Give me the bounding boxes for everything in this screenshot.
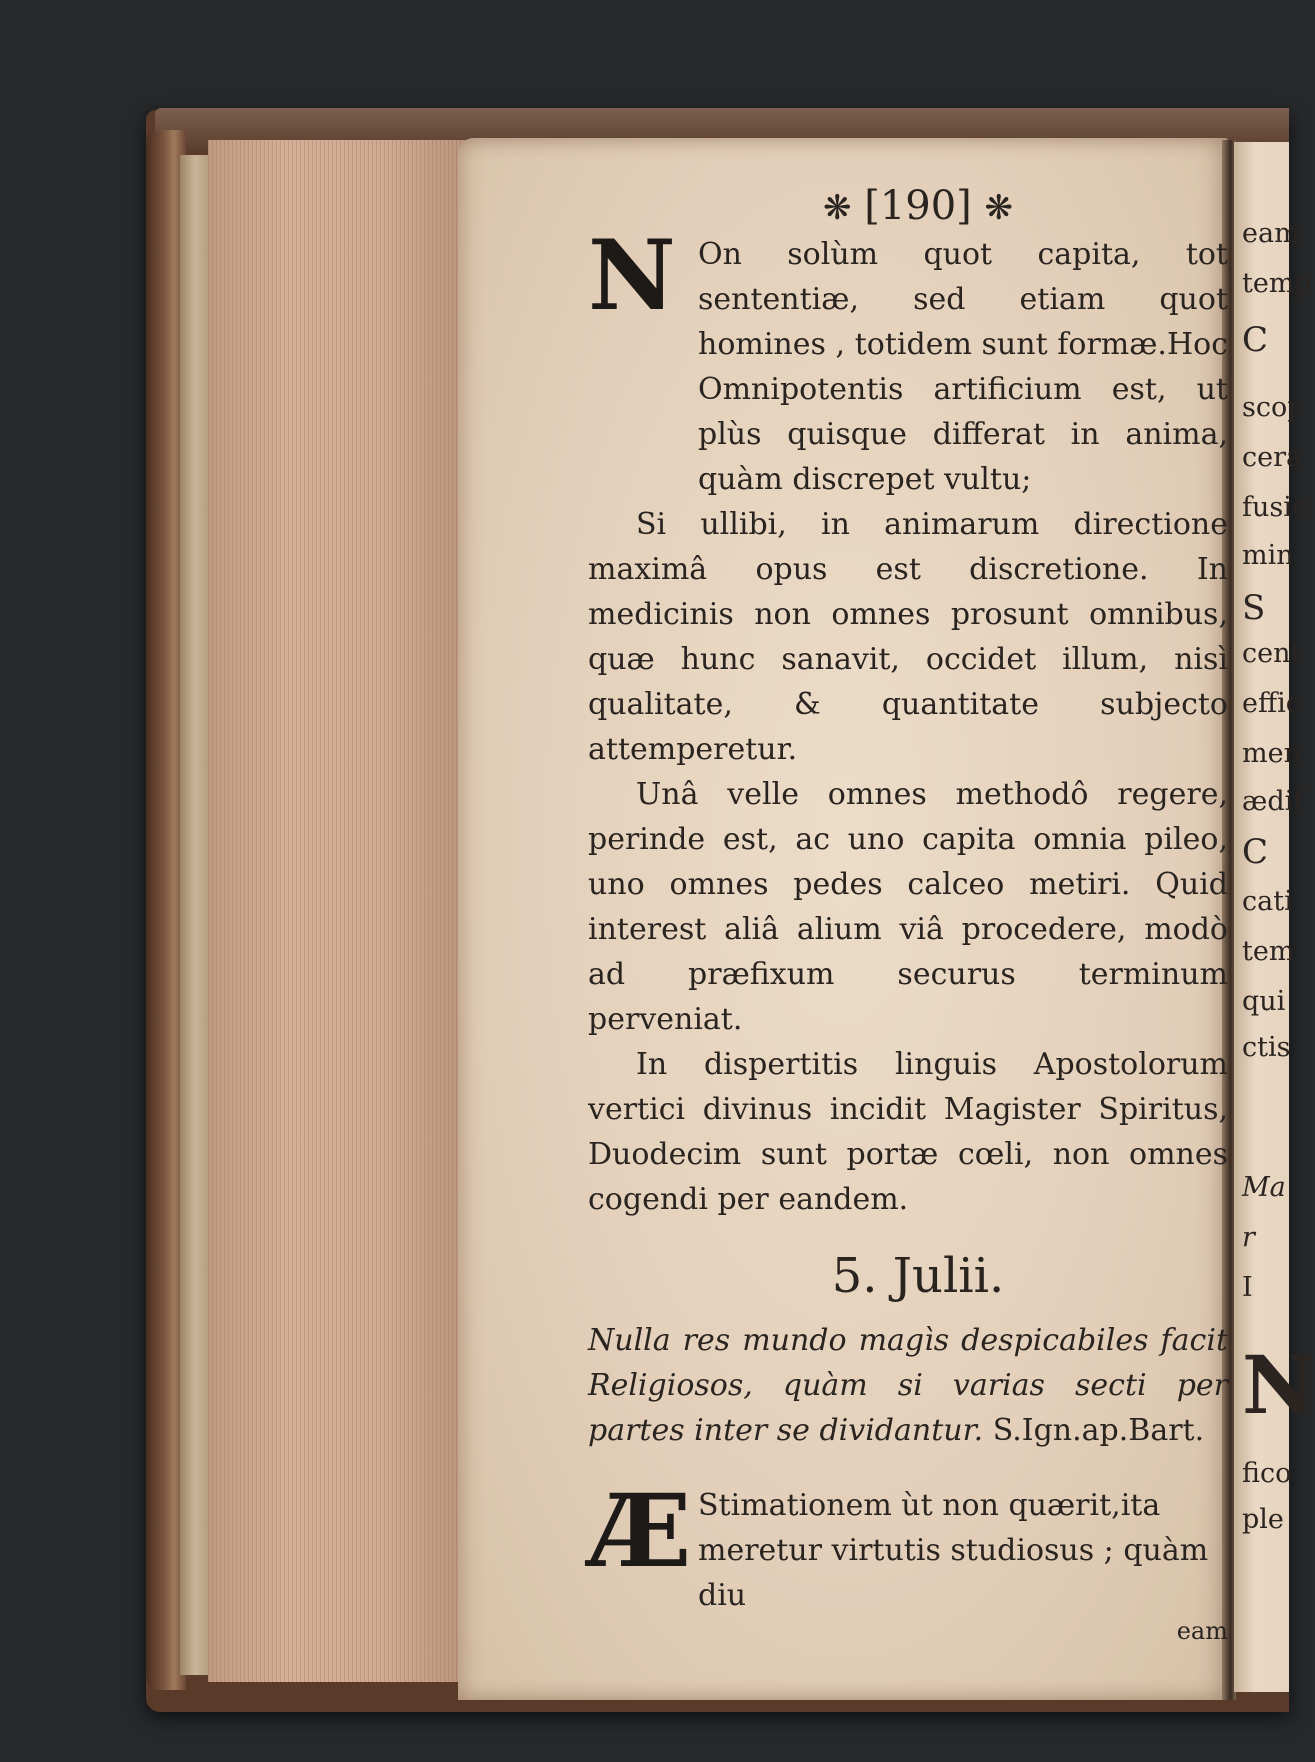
facing-fragment: scop <box>1242 392 1305 423</box>
paragraph-1 <box>588 219 1228 502</box>
facing-fragment: fico <box>1242 1458 1292 1489</box>
paragraph-5 <box>588 1472 1228 1618</box>
facing-fragment: cati <box>1242 886 1293 917</box>
paragraph-3 <box>588 772 1228 1042</box>
motto <box>588 1318 1228 1453</box>
drop-capital: N <box>588 219 676 332</box>
paragraph-4 <box>588 1042 1228 1222</box>
catchword: eam <box>1176 1617 1228 1645</box>
facing-fragment: Ma <box>1242 1172 1286 1203</box>
facing-fragment: fusic <box>1242 492 1307 523</box>
paragraph-text: On solùm quot capita, tot sententiæ, sed etiam quot homines , totidem sunt formæ.Hoc Omnipotentis artificium est, ut plùs quisque differat in anima, quàm discrepet vultu; <box>698 237 1228 497</box>
facing-fragment: cent <box>1242 638 1302 669</box>
paragraph-text: Si ullibi, in animarum directione maximâ opus est discretione. In medicinis non omnes prosunt omnibus, quæ hunc sanavit, occidet illum, nisì qualitate, & quantitate subjecto attemperetur. <box>588 507 1228 767</box>
page-number-value: [190] <box>864 183 972 229</box>
facing-page <box>1234 142 1315 1692</box>
paragraph-2 <box>588 502 1228 772</box>
ornament-icon: ❋ <box>823 188 852 228</box>
facing-fragment: ple <box>1242 1504 1284 1535</box>
facing-fragment: r <box>1242 1222 1255 1253</box>
facing-fragment: N <box>1242 1338 1315 1432</box>
day-heading: 5. Julii. <box>831 1248 1005 1304</box>
facing-fragment: eam <box>1242 218 1300 249</box>
motto-source: S.Ign.ap.Bart. <box>992 1413 1205 1448</box>
facing-fragment: temp <box>1242 268 1312 299</box>
facing-fragment: men <box>1242 738 1301 769</box>
facing-fragment: qui <box>1242 986 1286 1017</box>
facing-fragment: ctis <box>1242 1032 1291 1063</box>
page-text <box>588 180 1228 1644</box>
facing-fragment: ædif <box>1242 786 1304 817</box>
paragraph-text: Stimationem ùt non quærit,ita meretur virtutis studiosus ; quàm diu <box>698 1488 1209 1613</box>
ornament-icon: ❋ <box>984 188 1013 228</box>
paragraph-text: Unâ velle omnes methodô regere, perinde est, ac uno capita omnia pileo, uno omnes pedes calceo metiri. Quid interest aliâ alium viâ procedere, modò ad præfixum securus terminum perveniat. <box>588 777 1228 1037</box>
drop-capital: Æ <box>588 1472 692 1590</box>
facing-fragment: I <box>1242 1272 1253 1303</box>
motto-text: Nulla res mundo magìs despicabiles facit Religiosos, quàm si varias secti per partes inter se dividantur. <box>588 1323 1228 1448</box>
facing-fragment: tem <box>1242 936 1295 967</box>
facing-fragment: C <box>1242 832 1269 872</box>
facing-fragment: S <box>1242 588 1266 628</box>
page-number <box>608 180 1228 232</box>
facing-fragment: C <box>1242 320 1269 360</box>
paragraph-text: In dispertitis linguis Apostolorum vertici divinus incidit Magister Spiritus, Duodecim sunt portæ cœli, non omnes cogendi per eandem. <box>588 1047 1228 1217</box>
board-edge <box>180 155 210 1675</box>
page-block-edges <box>208 140 470 1682</box>
facing-fragment: effic <box>1242 688 1301 719</box>
facing-fragment: min <box>1242 540 1294 571</box>
facing-fragment: cera <box>1242 442 1303 473</box>
